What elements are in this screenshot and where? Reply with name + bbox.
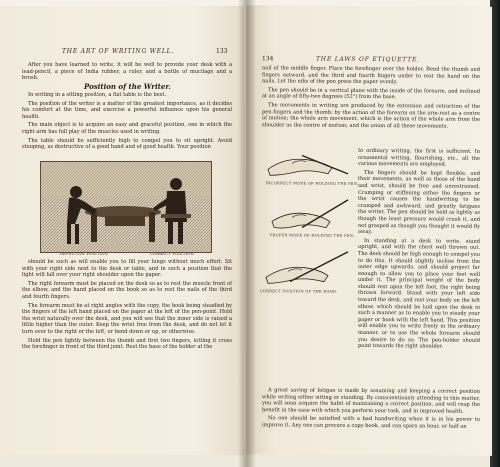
caption-correct: CORRECT POSITION. — [150, 252, 196, 256]
paragraph: In writing in a sitting position, a flat table is the best. — [28, 92, 167, 98]
left-text-block-2 — [22, 259, 232, 353]
hand-illustration-correct-position — [260, 247, 354, 288]
paragraph: A great saving of fatigue is made by assuming and keeping a correct position while writing either sitting or standing. By conscientiously attending to this matter, you will soon acquire the habit of maintaining a correct position, and will reap the benefit in the ease with which you perform your task, and in improved health. — [262, 387, 480, 415]
left-intro — [22, 62, 232, 84]
paragraph: The movements in writing are produced by the extension and retraction of the pen-fingers and the thumb; by the action of the forearm on the arm-rest as a centre of motion; the whole arm movement, which is the action of the whole arm from the shoulder as the centre of motion; and the union of all these movements. — [262, 102, 480, 130]
right-page — [246, 5, 492, 456]
caption-incorrect-mode: INCORRECT MODE OF HOLDING THE PEN. — [265, 181, 359, 186]
paragraph: No one should be satisfied with a bad handwriting when it is in his power to improve it. Any one can procure a copy-book, and can spare an hour, or half an — [262, 415, 480, 430]
paragraph: should be such as will enable you to fill your lungs without much effort. Sit with your right side next to the desk or table, and in such a position that the light will fall over your right shoulder upon the paper. — [22, 259, 232, 279]
right-page-number: 134 — [262, 55, 274, 63]
proper-grip-illustration — [268, 197, 354, 232]
paragraph: In ordinary writing, the first is sufficient. In ornamental writing, flourishing, etc., all the various movements are employed. — [358, 147, 480, 168]
section-title: Position of the Writer. — [84, 82, 171, 91]
caption-defective: DEFECTIVE POSITION. — [60, 252, 110, 256]
hand-illustration-proper — [268, 197, 354, 232]
book-gutter — [238, 0, 256, 467]
paragraph: In standing at a desk to write, stand upright, and with the chest well thrown out. The desk should be high enough to compel you to do this. It should slightly incline from the outer edge upwards, and should project far enough to allow you to place your feet well under it. The principal weight of the body should rest upon the left foot, the right being thrown forward. Stand with your left side toward the desk, and rest your body on the left elbow, which should be laid upon the desk in such a manner as to enable you to steady your paper or book with the left hand. This position will enable you to write freely in the ordinary manner, or to use the whole forearm should you desire to do so. The pen-holder should point towards the right shoulder. — [358, 237, 480, 350]
paragraph: The position of the writer is a matter of the greatest importance, as it decides his comfort at the time, and exercise a powerful influence upon his general health. — [22, 100, 232, 120]
hand-illustration-incorrect — [262, 147, 354, 180]
left-page-number: 133 — [216, 48, 228, 55]
right-text-column — [358, 148, 480, 353]
right-running-head: THE LAWS OF ETIQUETTE. — [316, 55, 420, 64]
paragraph: The main object is to acquire an easy and graceful position, one in which the right arm has full play of the muscles used in writing. — [22, 122, 232, 135]
left-text-block-1 — [22, 92, 232, 153]
left-page — [0, 6, 244, 455]
paragraph: The pen should be in a vertical plane with the inside of the forearm, and inclined at an angle of fifty-two degrees (52°) from the base. — [262, 87, 480, 101]
caption-correct-hand: CORRECT POSITION OF THE HAND. — [260, 289, 338, 294]
paragraph: The forearm must be at right angles with the copy, the book being steadied by the fingers of the left hand placed on the paper at the left of the pen-point. Hold the wrist naturally over the desk, and you will see that the inner side is raised a little higher than the outer. Keep the wrist free from the desk, and do not let it turn over to the right or the left, or bend down or up, or otherwise. — [22, 302, 232, 335]
correct-hand-illustration — [260, 247, 354, 288]
intro-paragraph: After you have learned to write, it will be well to provide your desk with a lead-pencil, a piece of India rubber, a ruler, and a bottle of mucilage and a brush. — [22, 62, 232, 82]
paragraph: The table should be sufficiently high to compel you to sit upright. Avoid stooping, as destructive of a good hand and of good health. Your position — [22, 137, 232, 151]
right-text-bottom — [262, 387, 480, 432]
paragraph: The fingers should be kept flexible, and their movements, as well as those of the hand and wrist, should be free and unrestrained. Cramping or stiffening either the fingers or the wrist causes the handwriting to be cramped and awkward, and greatly fatigues the writer. The pen should be held as lightly as though the least pressure would crush it, and not grasped as though you thought it would fly away. — [358, 169, 480, 236]
writers-illustration — [41, 162, 211, 252]
caption-proper-mode: PROPER MODE OF HOLDING THE PEN. — [270, 233, 355, 238]
right-text-top — [262, 65, 480, 132]
left-running-head: THE ART OF WRITING WELL. — [62, 48, 175, 55]
paragraph: nail of the middle finger. Place the forefinger over the holder. Bend the thumb and fingers outward, and the third and fourth fingers under to rest the hand on the nails. Let the nibs of the pen press the paper evenly. — [262, 65, 480, 86]
incorrect-grip-illustration — [262, 147, 354, 180]
paragraph: The right forearm must be placed on the desk so as to rest the muscle front of the elbow, and the hand placed on the book so as to rest the nails of the third and fourth fingers. — [22, 280, 232, 300]
paragraph: Hold the pen lightly between the thumb and first two fingers, letting it cross the forefinger in front of the third joint. Rest the base of the holder at the — [22, 337, 232, 351]
writers-engraving — [40, 161, 212, 253]
